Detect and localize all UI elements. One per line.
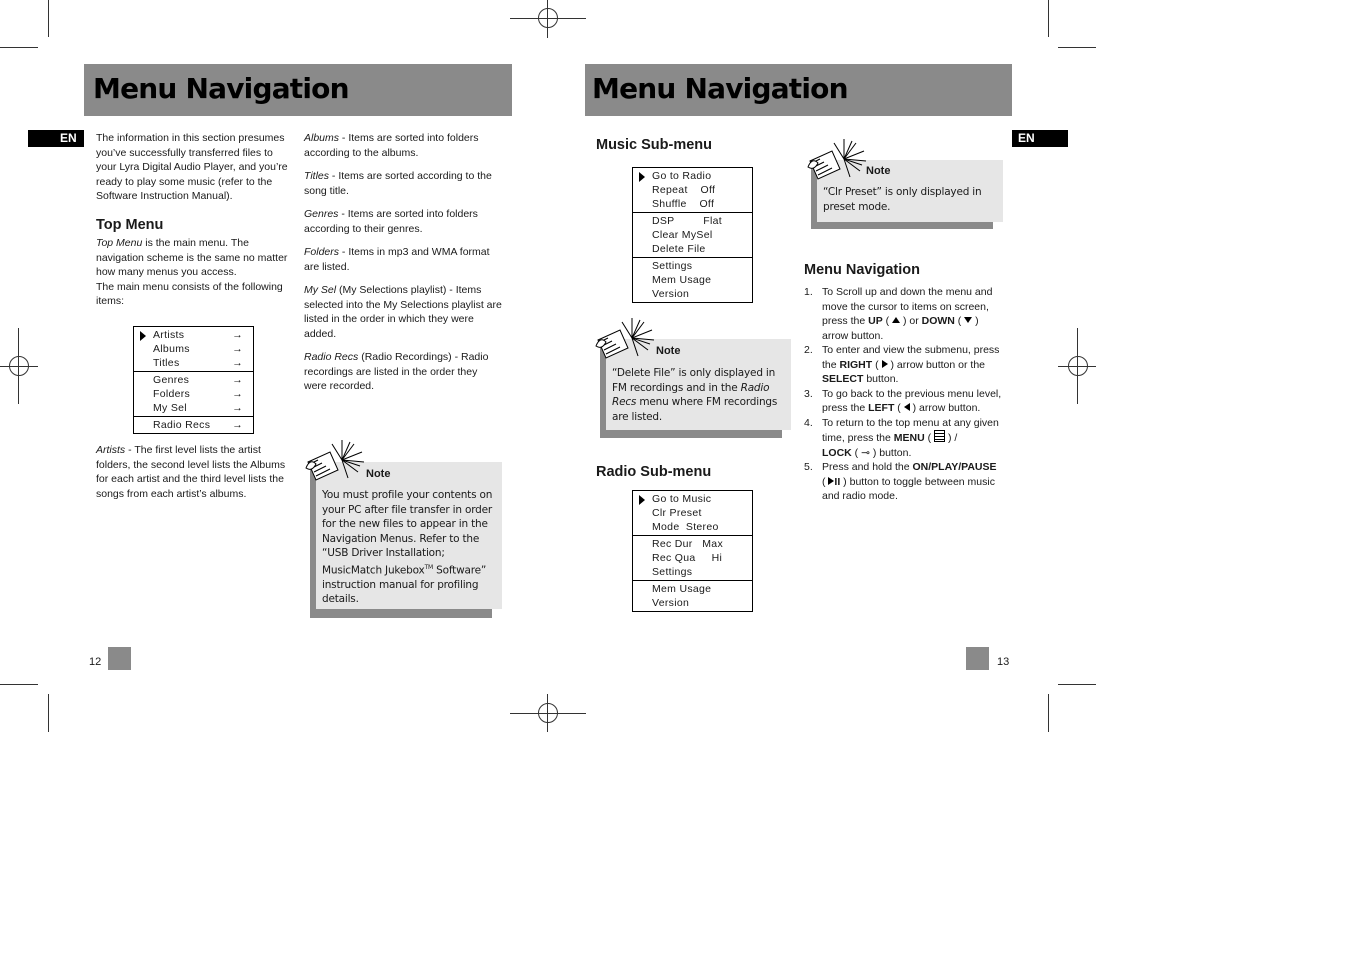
step-1: 1. To Scroll up and down the menu and move the cursor to items on screen, press the UP ( ) or DOWN ( ) arrow button.	[804, 286, 993, 342]
definition-term: Artists	[96, 444, 126, 456]
note-icon	[594, 316, 656, 362]
note-label: Note	[366, 468, 391, 480]
definition-albums: Albums - Items are sorted into folders according to the albums.	[304, 132, 479, 159]
menu-item-version: Version	[652, 288, 690, 300]
menu-group	[633, 581, 752, 611]
menu-group	[633, 536, 752, 581]
menu-item-my-sel: My Sel →	[153, 402, 243, 414]
menu-item-albums: Albums →	[153, 343, 243, 355]
menu-item-radio-recs: Radio Recs →	[153, 419, 243, 431]
menu-item-rec-qua: Rec Qua Hi	[652, 552, 723, 564]
menu-navigation-heading: Menu Navigation	[804, 262, 921, 278]
cursor-icon	[639, 172, 645, 182]
step-3: 3. To go back to the previous menu level, press the LEFT ( ) arrow button.	[804, 387, 1002, 414]
menu-item-clr-preset: Clr Preset	[652, 507, 702, 519]
page-number-right: 13	[997, 656, 1010, 668]
note-text: “Clr Preset” is only displayed in preset mode.	[823, 186, 982, 213]
definition-folders: Folders - Items in mp3 and WMA format are listed.	[304, 246, 490, 273]
artists-definition: Artists - The first level lists the artist folders, the second level lists the Albums for each artist and the third level lists the songs from each artist’s albums.	[96, 444, 286, 500]
music-submenu-heading: Music Sub-menu	[596, 137, 713, 153]
menu-group	[633, 491, 752, 536]
menu-item-folders: Folders →	[153, 388, 243, 400]
step-5: 5. Press and hold the ON/PLAY/PAUSE ( II ) button to toggle between music and radio mode.	[804, 461, 997, 502]
intro-paragraph: The information in this section presumes you’ve successfully transferred files to your Lyra Digital Audio Player, and you’re ready to play some music (refer to the Software Instruction Manual).	[96, 132, 288, 202]
note-text: “Delete File” is only displayed in FM recordings and in the Radio Recs menu where FM recordings are listed.	[612, 367, 778, 423]
menu-item-version: Version	[652, 597, 690, 609]
page-number-left: 12	[89, 656, 102, 668]
step-4: 4. To return to the top menu at any given time, press the MENU ( ) / LOCK ( ⊸ ) button.	[804, 416, 999, 459]
menu-item-mem-usage: Mem Usage	[652, 583, 712, 595]
arrow-right-icon: →	[232, 357, 243, 369]
menu-item-artists: Artists →	[134, 328, 253, 342]
menu-item-mode: Mode Stereo	[652, 521, 719, 533]
note-text: You must profile your contents on your PC after file transfer in order for the new files to appear in the Navigation Menus. Refer to the “USB Driver Installation; MusicMatch Jukebox™ Software” instruction manual for profiling details.	[322, 489, 493, 605]
arrow-right-icon: →	[232, 419, 243, 431]
music-submenu-diagram	[632, 167, 753, 303]
menu-group	[134, 417, 253, 433]
note-label: Note	[656, 345, 681, 357]
menu-group	[633, 168, 752, 213]
top-menu-description: Top Menu is the main menu. The navigation scheme is the same no matter how many menus you access.	[96, 237, 288, 278]
menu-group	[633, 258, 752, 302]
arrow-right-icon: →	[232, 402, 243, 414]
menu-item-shuffle: Shuffle Off	[652, 198, 715, 210]
note-icon	[304, 438, 366, 484]
menu-item-repeat: Repeat Off	[652, 184, 716, 196]
menu-group	[134, 327, 253, 372]
right-page-banner	[585, 64, 1012, 116]
left-page-banner	[84, 64, 512, 116]
menu-item-settings: Settings	[652, 566, 693, 578]
main-menu-description: The main menu consists of the following items:	[96, 280, 283, 307]
menu-icon	[934, 430, 945, 442]
arrow-right-icon: →	[232, 374, 243, 386]
language-badge-left: EN	[28, 130, 84, 147]
menu-item-go-to-radio: Go to Radio	[633, 169, 752, 183]
page-marker-right	[966, 647, 989, 670]
cursor-icon	[639, 495, 645, 505]
radio-submenu-heading: Radio Sub-menu	[596, 464, 712, 480]
left-column-2	[304, 131, 502, 403]
menu-group	[633, 213, 752, 258]
menu-item-mem-usage: Mem Usage	[652, 274, 712, 286]
note-label: Note	[866, 165, 891, 177]
right-arrow-icon	[882, 360, 888, 368]
step-2: 2. To enter and view the submenu, press the RIGHT ( ) arrow button or the SELECT button.	[804, 344, 1000, 385]
top-menu-heading: Top Menu	[96, 216, 164, 233]
arrow-right-icon: →	[232, 388, 243, 400]
top-menu-term: Top Menu	[96, 237, 143, 249]
definition-radio-recs: Radio Recs (Radio Recordings) - Radio recordings are listed in the order they were recorded.	[304, 351, 489, 392]
down-arrow-icon	[964, 317, 972, 323]
definition-genres: Genres - Items are sorted into folders according to their genres.	[304, 208, 478, 235]
right-page-title: Menu Navigation	[592, 72, 848, 105]
arrow-right-icon: →	[232, 343, 243, 355]
arrow-right-icon: →	[232, 329, 243, 341]
menu-item-go-to-music: Go to Music	[633, 492, 752, 506]
top-menu-diagram	[133, 326, 254, 434]
menu-item-genres: Genres →	[153, 374, 243, 386]
menu-item-delete-file: Delete File	[652, 243, 706, 255]
up-arrow-icon	[892, 317, 900, 323]
navigation-steps	[804, 285, 1004, 504]
play-pause-icon: II	[828, 476, 840, 488]
left-column-1	[96, 131, 294, 309]
menu-item-clear-mysel: Clear MySel	[652, 229, 713, 241]
key-icon: ⊸	[861, 446, 870, 459]
definition-titles: Titles - Items are sorted according to the song title.	[304, 170, 492, 197]
cursor-icon	[140, 331, 146, 341]
menu-group	[134, 372, 253, 417]
language-badge-right: EN	[1012, 130, 1068, 147]
left-page-title: Menu Navigation	[93, 72, 349, 105]
menu-item-settings: Settings	[652, 260, 693, 272]
note-icon	[806, 137, 868, 183]
left-arrow-icon	[904, 403, 910, 411]
radio-submenu-diagram	[632, 490, 753, 612]
definition-my-sel: My Sel (My Selections playlist) - Items selected into the My Selections playlist are listed in the order in which they were added.	[304, 284, 502, 340]
menu-item-dsp: DSP Flat	[652, 215, 722, 227]
menu-item-titles: Titles →	[153, 357, 243, 369]
page-marker-left	[108, 647, 131, 670]
menu-item-rec-dur: Rec Dur Max	[652, 538, 723, 550]
